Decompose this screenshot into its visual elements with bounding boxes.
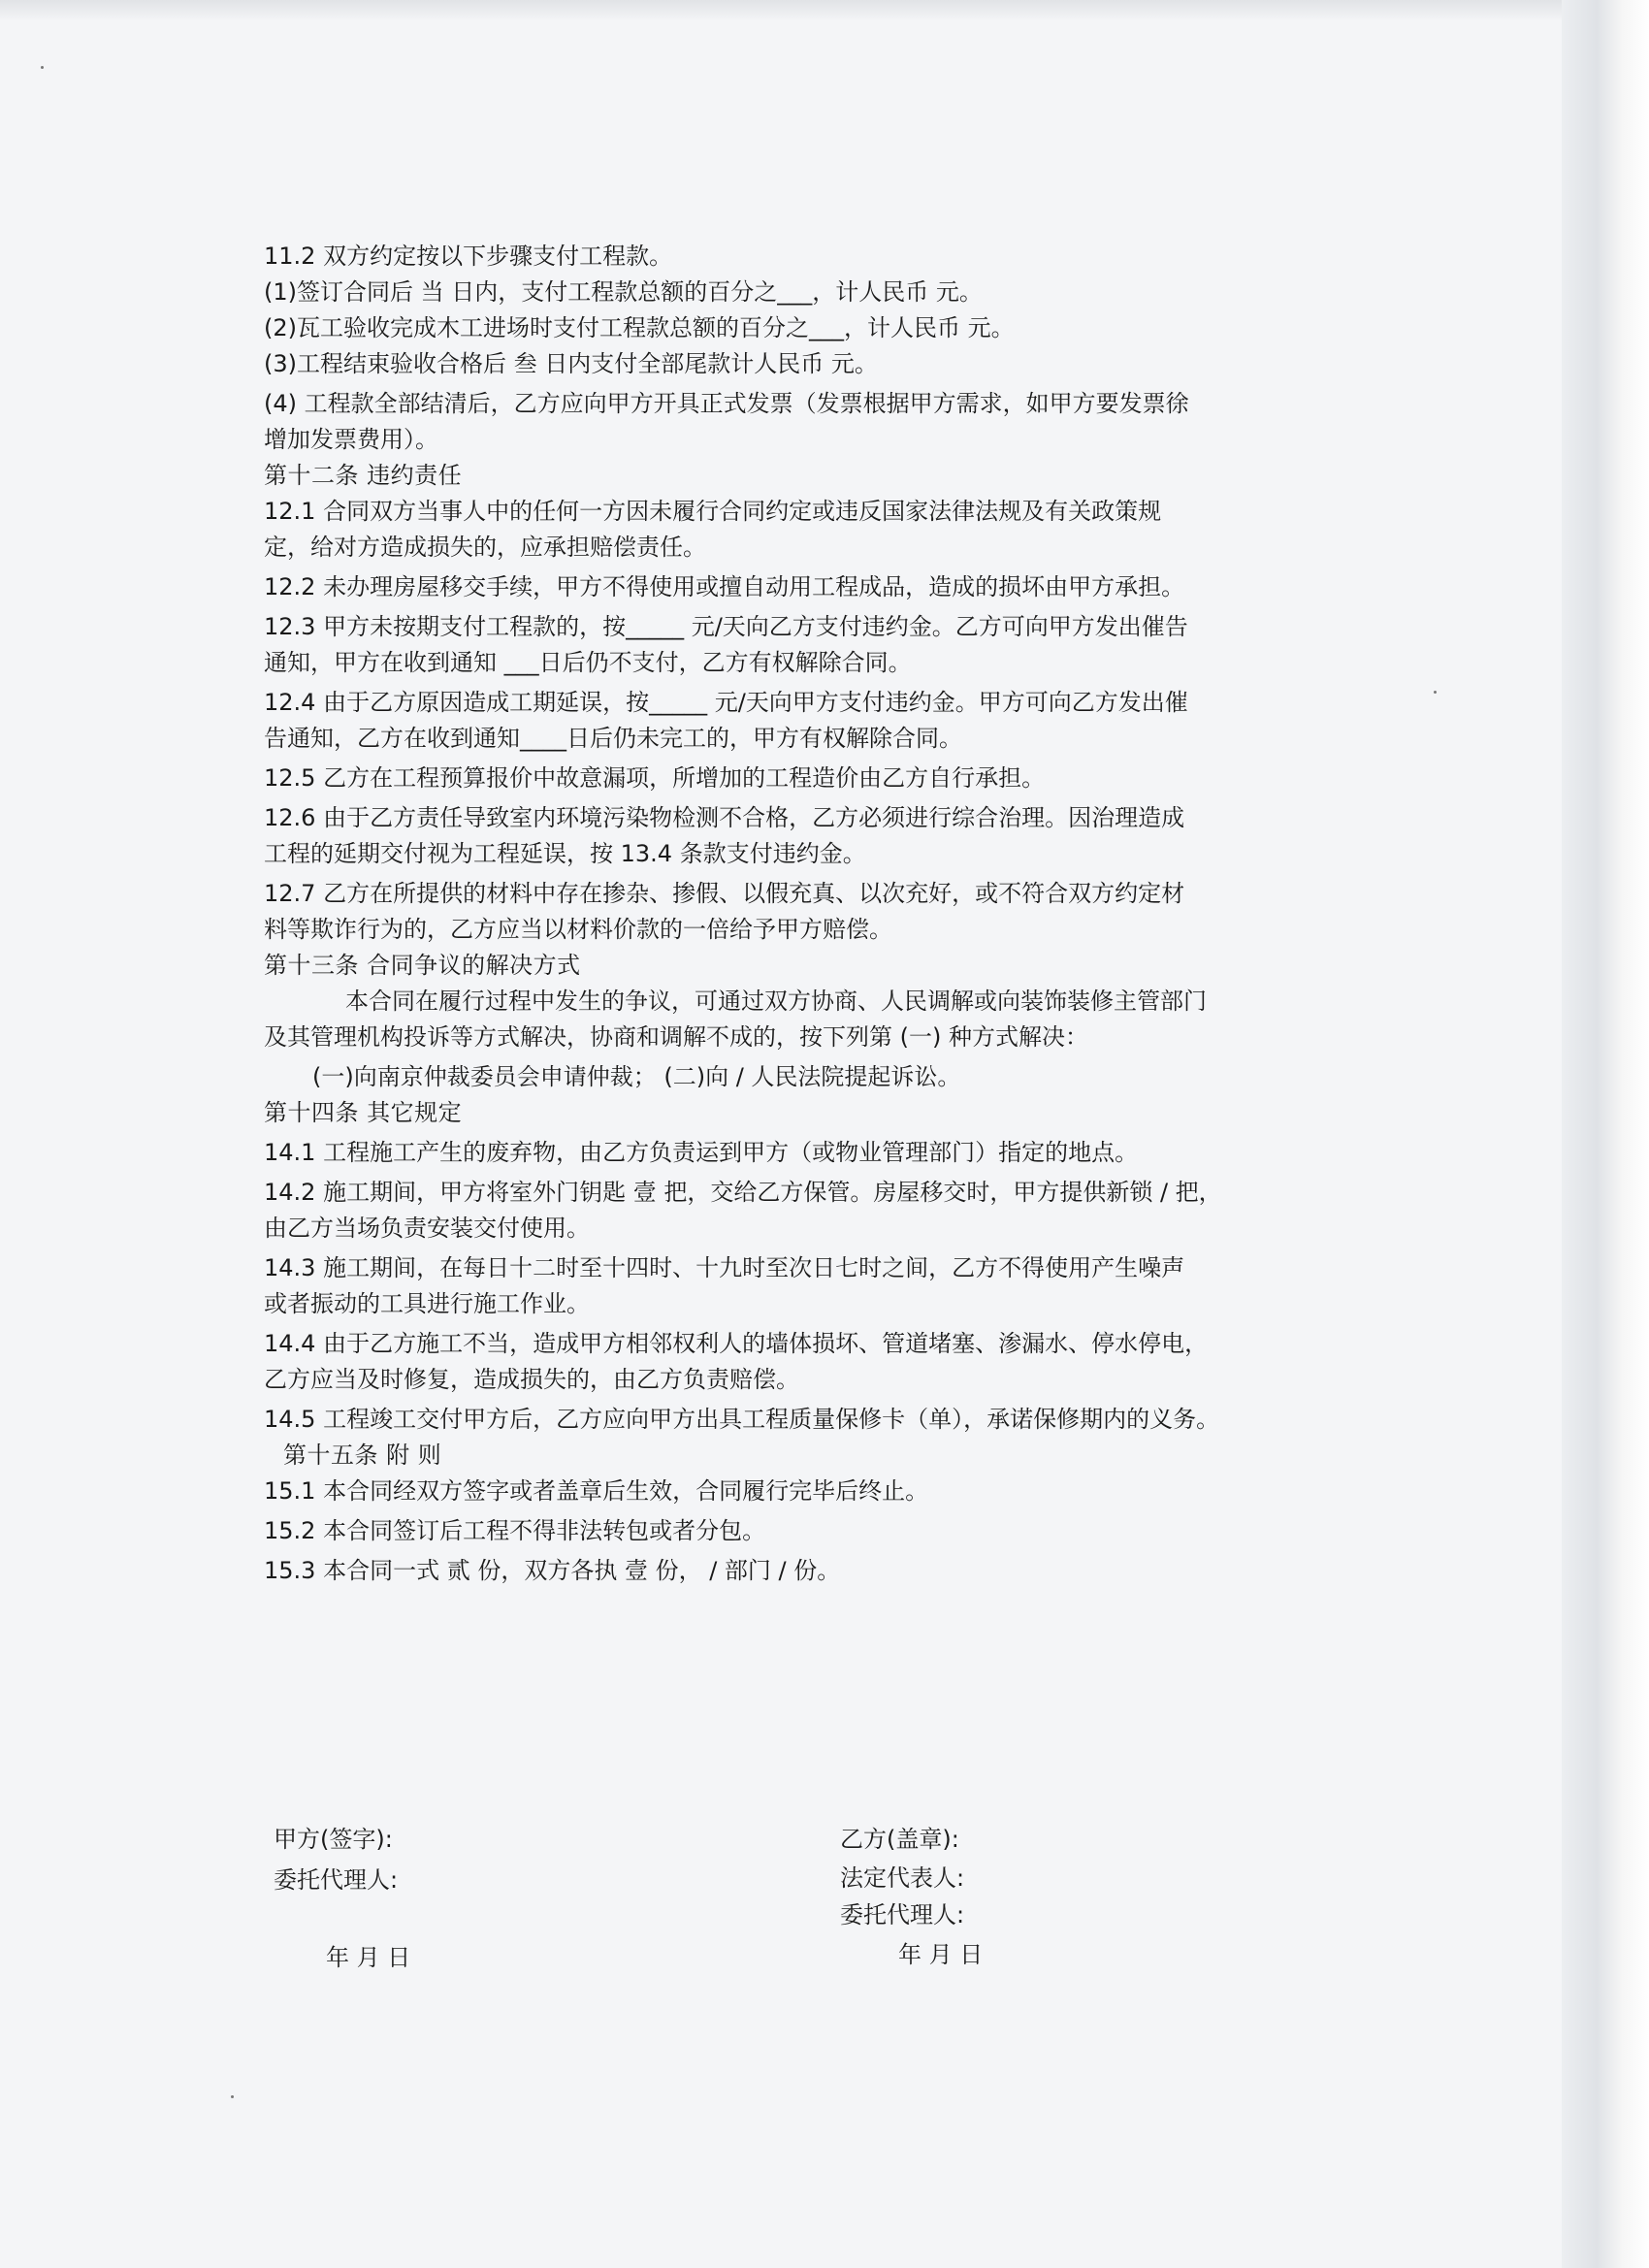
clause-line: 12.2 未办理房屋移交手续，甲方不得使用或擅自动用工程成品，造成的损坏由甲方承担。 bbox=[264, 573, 1185, 600]
clause-line: 12.7 乙方在所提供的材料中存在掺杂、掺假、以假充真、以次充好，或不符合双方约定材 bbox=[264, 880, 1185, 907]
article-heading: 第十四条 其它规定 bbox=[264, 1099, 463, 1126]
scan-speck bbox=[231, 2095, 234, 2098]
clause-line: 由乙方当场负责安装交付使用。 bbox=[264, 1215, 590, 1242]
clause-line: 告通知，乙方在收到通知____日后仍未完工的，甲方有权解除合同。 bbox=[264, 725, 962, 752]
clause-line: 通知，甲方在收到通知 ___日后仍不支付，乙方有权解除合同。 bbox=[264, 649, 912, 676]
clause-line: 15.3 本合同一式 贰 份，双方各执 壹 份， / 部门 / 份。 bbox=[264, 1557, 841, 1584]
party-a-signature-label: 甲方(签字): bbox=[274, 1826, 393, 1853]
article-heading: 第十三条 合同争议的解决方式 bbox=[264, 952, 581, 979]
clause-line: 料等欺诈行为的，乙方应当以材料价款的一倍给予甲方赔偿。 bbox=[264, 916, 892, 943]
clause-line: 12.4 由于乙方原因造成工期延误，按_____ 元/天向甲方支付违约金。甲方可向乙方发出催 bbox=[264, 689, 1188, 716]
clause-line: 及其管理机构投诉等方式解决，协商和调解不成的，按下列第 (一) 种方式解决： bbox=[264, 1023, 1088, 1051]
clause-line: 14.4 由于乙方施工不当，造成甲方相邻权利人的墙体损坏、管道堵塞、渗漏水、停水停电， bbox=[264, 1330, 1209, 1357]
clause-line: (2)瓦工验收完成木工进场时支付工程款总额的百分之___，计人民币 元。 bbox=[264, 314, 1015, 341]
clause-line: 工程的延期交付视为工程延误，按 13.4 条款支付违约金。 bbox=[264, 840, 866, 867]
clause-line: 12.6 由于乙方责任导致室内环境污染物检测不合格，乙方必须进行综合治理。因治理造成 bbox=[264, 804, 1185, 831]
scan-speck bbox=[41, 66, 44, 69]
clause-line: 14.1 工程施工产生的废弃物，由乙方负责运到甲方（或物业管理部门）指定的地点。 bbox=[264, 1139, 1139, 1166]
clause-line: 增加发票费用）。 bbox=[264, 426, 438, 453]
scan-edge-top bbox=[0, 0, 1649, 21]
scan-edge-right bbox=[1562, 0, 1649, 2268]
clause-line: 15.2 本合同签订后工程不得非法转包或者分包。 bbox=[264, 1517, 766, 1544]
clause-line: (1)签订合同后 当 日内，支付工程款总额的百分之___，计人民币 元。 bbox=[264, 278, 983, 306]
contract-body bbox=[264, 239, 1370, 1589]
clause-line: (3)工程结束验收合格后 叁 日内支付全部尾款计人民币 元。 bbox=[264, 350, 878, 377]
clause-line: 15.1 本合同经双方签字或者盖章后生效，合同履行完毕后终止。 bbox=[264, 1477, 929, 1505]
clause-line: (一)向南京仲裁委员会申请仲裁； (二)向 / 人民法院提起诉讼。 bbox=[312, 1063, 961, 1090]
article-heading: 第十五条 附 则 bbox=[283, 1442, 442, 1469]
clause-line: 12.3 甲方未按期支付工程款的，按_____ 元/天向乙方支付违约金。乙方可向甲方发出催告 bbox=[264, 613, 1188, 640]
party-b-seal-label: 乙方(盖章): bbox=[840, 1826, 959, 1853]
party-b-date: 年 月 日 bbox=[898, 1941, 984, 1968]
clause-line: 14.5 工程竣工交付甲方后，乙方应向甲方出具工程质量保修卡（单），承诺保修期内的义务。 bbox=[264, 1406, 1220, 1433]
party-b-representative-label: 法定代表人: bbox=[840, 1864, 965, 1892]
clause-line: 12.5 乙方在工程预算报价中故意漏项，所增加的工程造价由乙方自行承担。 bbox=[264, 764, 1046, 792]
party-b-agent-label: 委托代理人: bbox=[840, 1901, 965, 1928]
clause-line: 乙方应当及时修复，造成损失的，由乙方负责赔偿。 bbox=[264, 1366, 799, 1393]
clause-line: (4) 工程款全部结清后，乙方应向甲方开具正式发票（发票根据甲方需求，如甲方要发票徐 bbox=[264, 390, 1189, 417]
party-a-date: 年 月 日 bbox=[326, 1944, 411, 1971]
clause-line: 定，给对方造成损失的，应承担赔偿责任。 bbox=[264, 534, 706, 561]
clause-line: 12.1 合同双方当事人中的任何一方因未履行合同约定或违反国家法律法规及有关政策规 bbox=[264, 498, 1162, 525]
clause-line: 11.2 双方约定按以下步骤支付工程款。 bbox=[264, 243, 673, 270]
clause-line: 或者振动的工具进行施工作业。 bbox=[264, 1290, 590, 1317]
clause-line: 14.3 施工期间，在每日十二时至十四时、十九时至次日七时之间，乙方不得使用产生噪声 bbox=[264, 1254, 1185, 1281]
scan-speck bbox=[1434, 691, 1437, 694]
clause-line: 本合同在履行过程中发生的争议，可通过双方协商、人民调解或向装饰装修主管部门 bbox=[345, 988, 1207, 1015]
article-heading: 第十二条 违约责任 bbox=[264, 462, 463, 489]
clause-line: 14.2 施工期间，甲方将室外门钥匙 壹 把，交给乙方保管。房屋移交时，甲方提供新锁 / 把， bbox=[264, 1179, 1222, 1206]
party-a-agent-label: 委托代理人: bbox=[274, 1866, 399, 1894]
